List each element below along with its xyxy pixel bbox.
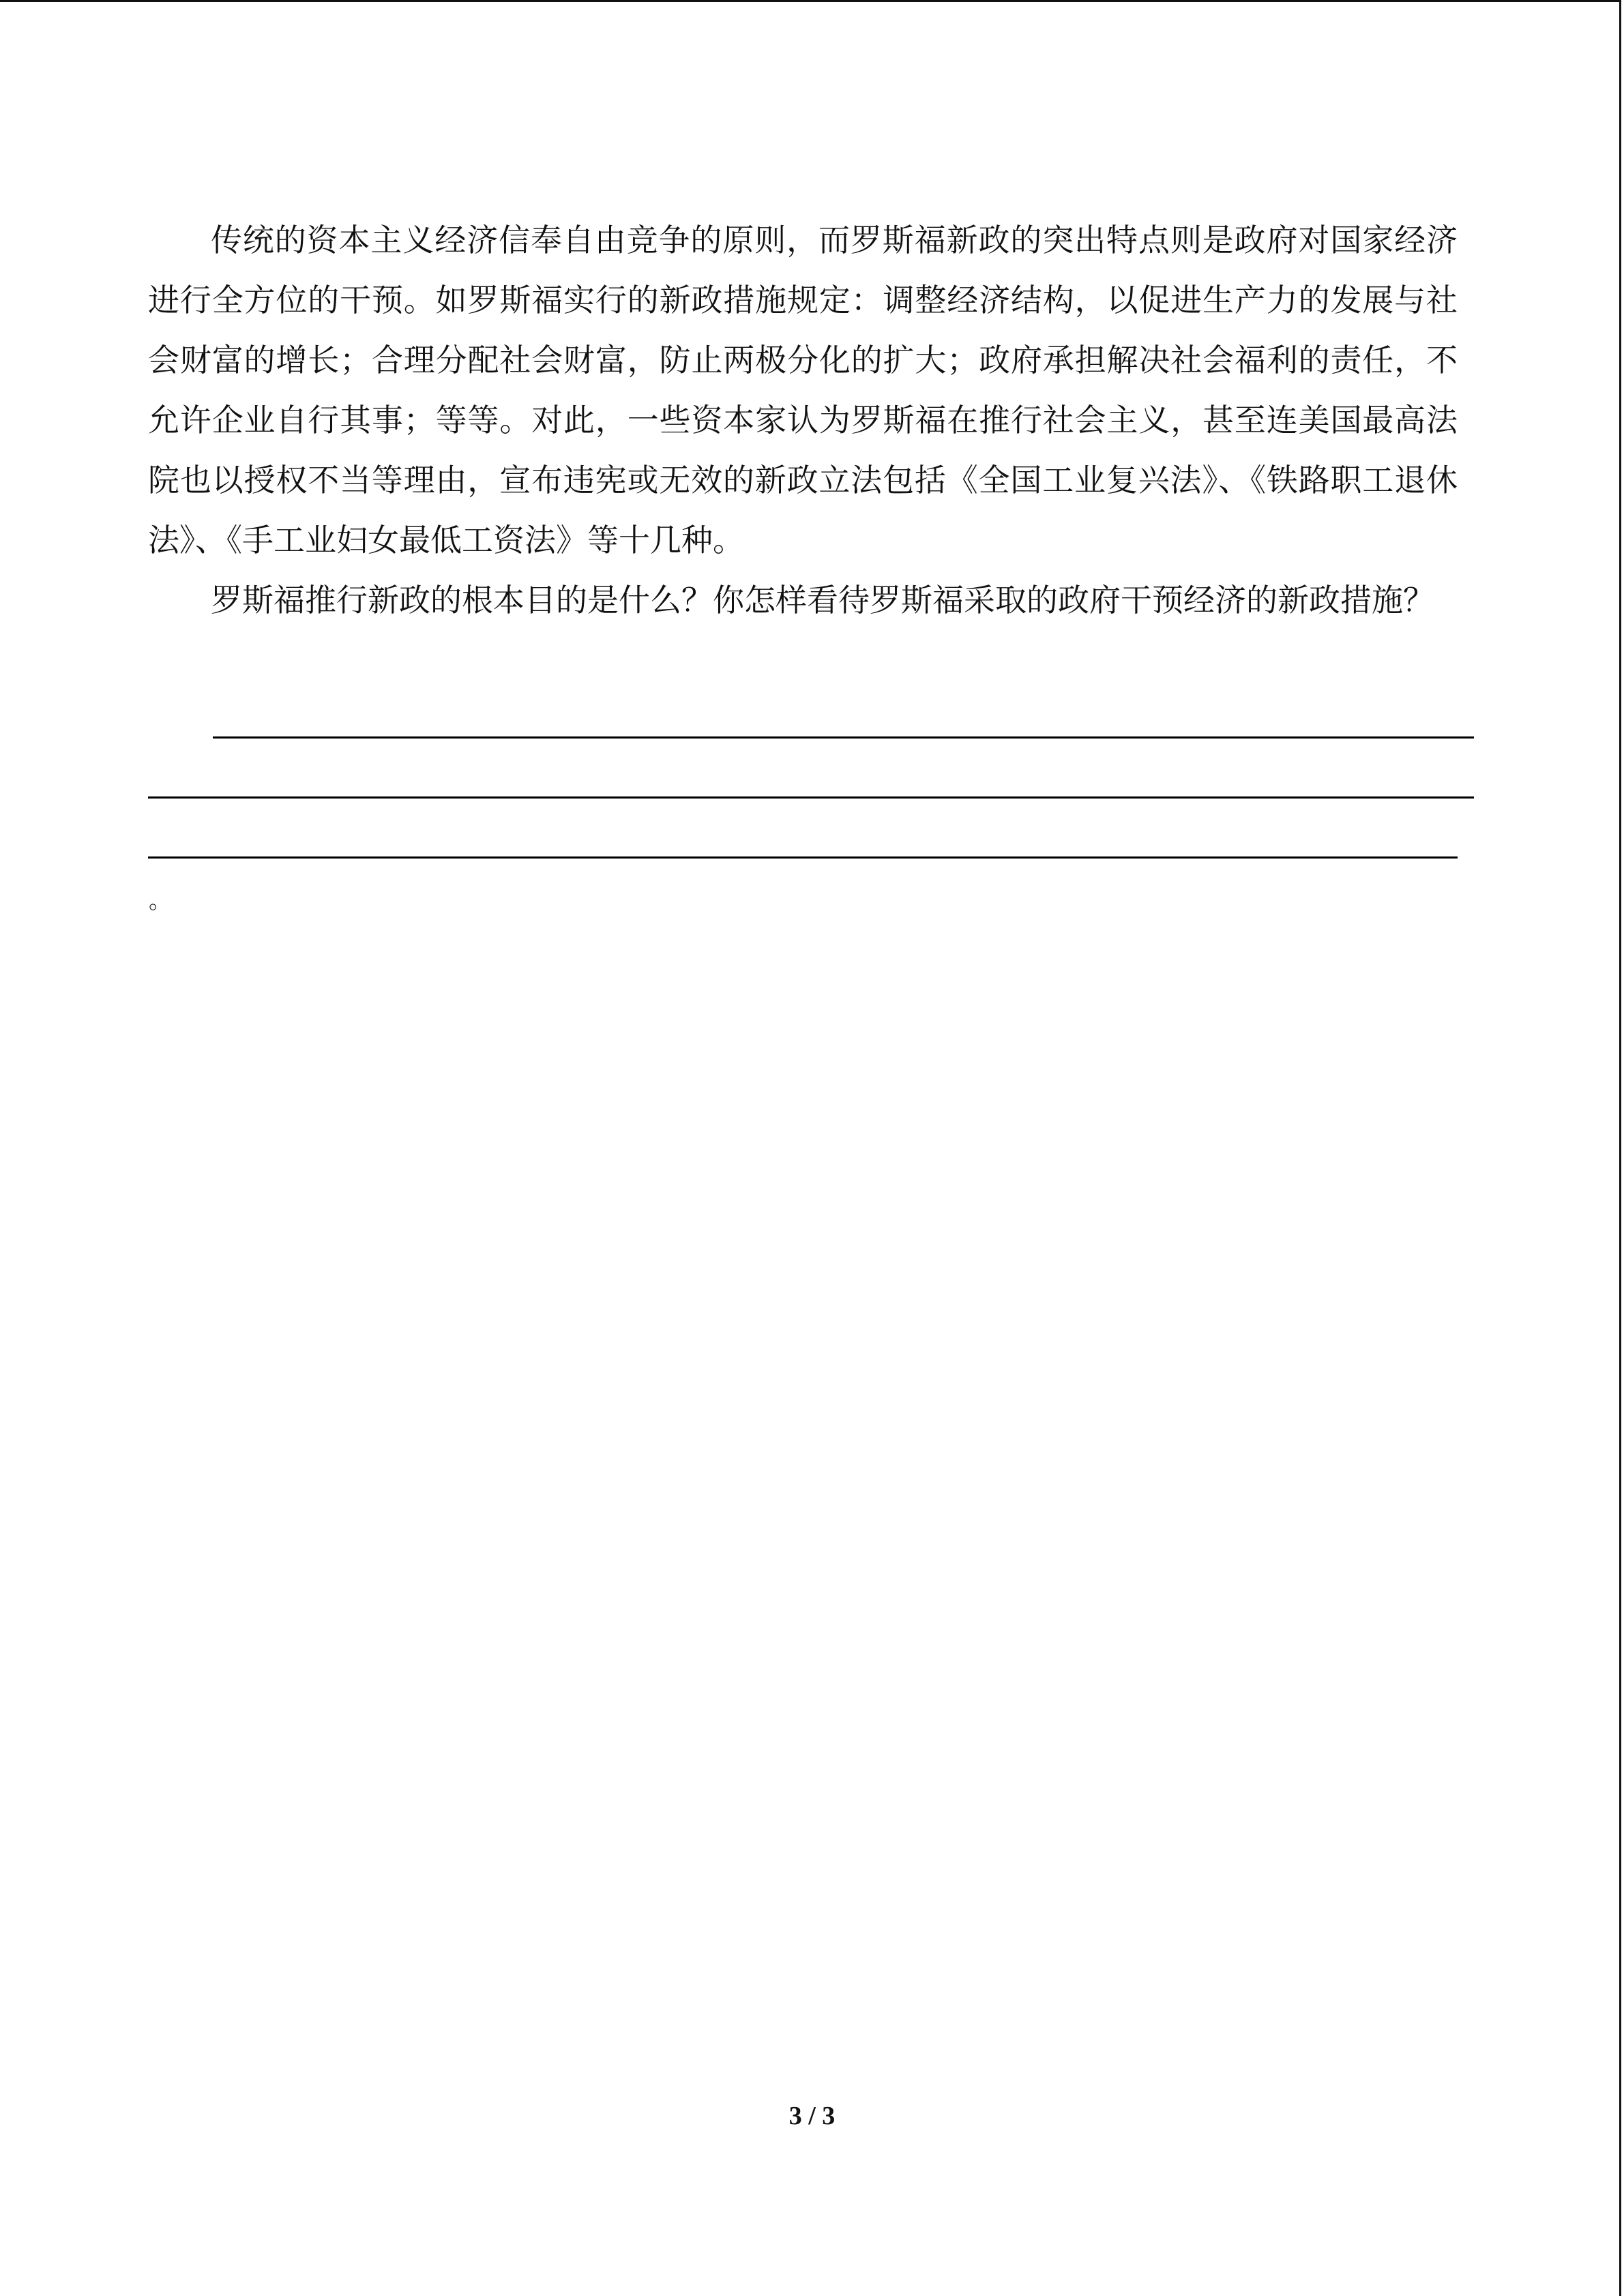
answer-line[interactable] — [213, 736, 1474, 739]
answer-end-period: 。 — [149, 887, 172, 914]
passage-paragraph: 传统的资本主义经济信奉自由竞争的原则，而罗斯福新政的突出特点则是政府对国家经济进行全方位的干预。如罗斯福实行的新政措施规定：调整经济结构，以促进生产力的发展与社会财富的增长；合理分配社会财富，防止两极分化的扩大；政府承担解决社会福利的责任，不允许企业自行其事；等等。对此，一些资本家认为罗斯福在推行社会主义，甚至连美国最高法院也以授权不当等理由，宣布违宪或无效的新政立法包括《全国工业复兴法》、《铁路职工退休法》、《手工业妇女最低工资法》等十几种。 — [148, 222, 1458, 558]
answer-line[interactable] — [148, 796, 1474, 799]
question-paragraph: 罗斯福推行新政的根本目的是什么？你怎样看待罗斯福采取的政府干预经济的新政措施？ — [211, 582, 1434, 618]
document-body — [148, 210, 1458, 630]
answer-line[interactable] — [148, 856, 1458, 859]
page-number: 3 / 3 — [788, 2102, 836, 2130]
